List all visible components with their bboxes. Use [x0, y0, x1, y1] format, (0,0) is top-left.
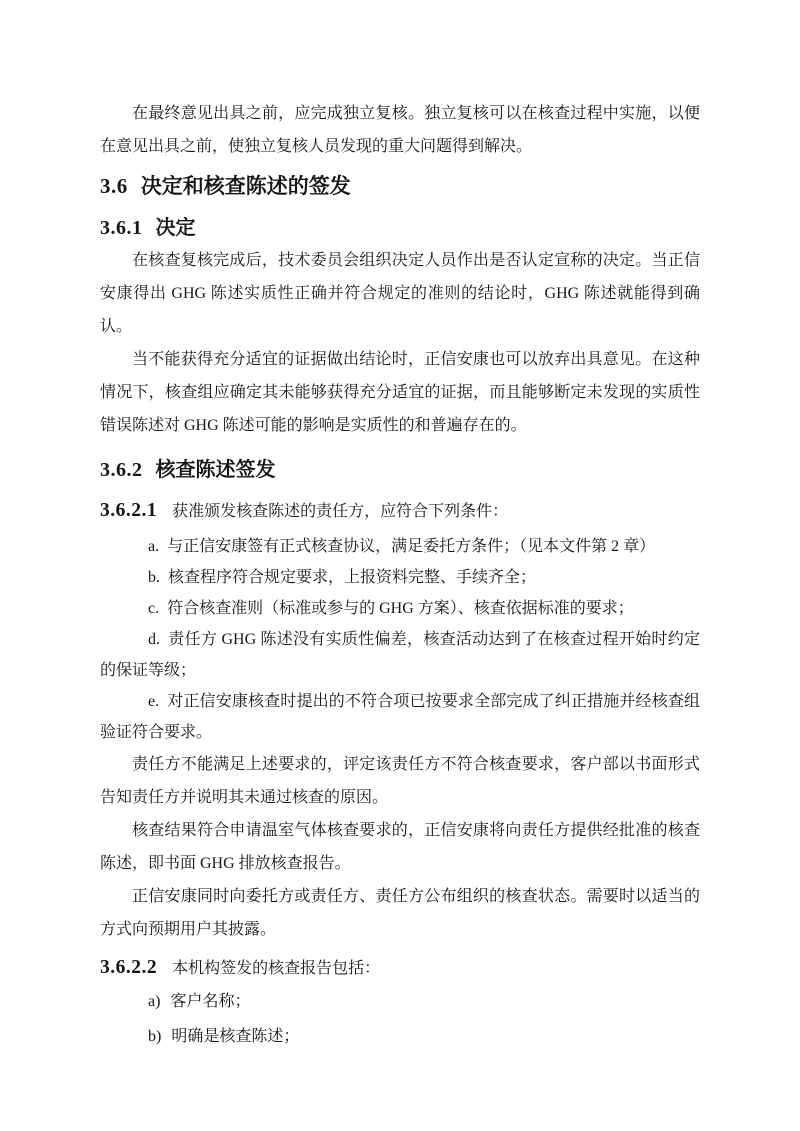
paragraph-not-satisfied: 责任方不能满足上述要求的，评定该责任方不符合核查要求，客户部以书面形式告知责任方并说明其未通过核查的原因。 — [100, 756, 700, 806]
clause-3-6-2-1 — [100, 496, 700, 527]
clause-3-6-2-2 — [100, 953, 700, 984]
heading-3-6-2-number: 3.6.2 — [100, 459, 143, 481]
paragraph-decision-confirmation: 在核查复核完成后，技术委员会组织决定人员作出是否认定宣称的决定。当正信安康得出 GHG 陈述实质性正确并符合规定的准则的结论时，GHG 陈述就能得到确认。 — [100, 252, 700, 335]
condition-text: 对正信安康核查时提出的不符合项已按要求全部完成了纠正措施并经核查组验证符合要求。 — [100, 693, 700, 741]
list-marker: a. — [148, 538, 160, 555]
heading-3-6-1 — [100, 215, 700, 241]
condition-text: 核查程序符合规定要求，上报资料完整、手续齐全； — [168, 569, 537, 586]
condition-item-e — [100, 686, 700, 748]
paragraph-publish-status: 正信安康同时向委托方或责任方、责任方公布组织的核查状态。需要时以适当的方式向预期用户其披露。 — [100, 888, 700, 938]
heading-3-6-title: 决定和核查陈述的签发 — [140, 174, 351, 198]
list-marker: e. — [148, 693, 160, 710]
list-marker: c. — [148, 600, 160, 617]
condition-text: 符合核查准则（标准或参与的 GHG 方案）、核查依据标准的要求； — [167, 600, 634, 617]
condition-item-a — [100, 531, 700, 562]
condition-text: 与正信安康签有正式核查协议，满足委托方条件；（见本文件第 2 章） — [167, 538, 656, 555]
heading-3-6-1-title: 决定 — [155, 217, 196, 239]
heading-3-6-1-number: 3.6.1 — [100, 217, 143, 239]
paragraph-decision-abandon-opinion: 当不能获得充分适宜的证据做出结论时，正信安康也可以放弃出具意见。在这种情况下，核查组应确定其未能够获得充分适宜的证据，而且能够断定未发现的实质性错误陈述对 GHG 陈述可能的影响是实质性的和普遍存在的。 — [100, 351, 700, 434]
list-marker: b. — [148, 569, 160, 586]
heading-3-6-2 — [100, 457, 700, 483]
report-item-text: 客户名称； — [170, 993, 251, 1010]
paragraph-independent-review: 在最终意见出具之前，应完成独立复核。独立复核可以在核查过程中实施，以便在意见出具之前，使独立复核人员发现的重大问题得到解决。 — [100, 105, 700, 155]
heading-3-6-number: 3.6 — [100, 174, 128, 198]
report-item-a — [100, 984, 700, 1019]
clause-3-6-2-1-text: 获准颁发核查陈述的责任方，应符合下列条件： — [172, 503, 509, 520]
heading-3-6-2-title: 核查陈述签发 — [155, 459, 276, 481]
clause-3-6-2-1-number: 3.6.2.1 — [100, 500, 158, 521]
clause-3-6-2-2-text: 本机构签发的核查报告包括： — [172, 960, 381, 977]
list-marker: d. — [148, 631, 160, 648]
report-item-b — [100, 1019, 700, 1054]
heading-3-6 — [100, 173, 700, 200]
condition-item-c — [100, 593, 700, 624]
report-item-text: 明确是核查陈述； — [171, 1028, 300, 1045]
clause-3-6-2-2-number: 3.6.2.2 — [100, 957, 158, 978]
list-marker: b) — [148, 1028, 162, 1045]
condition-item-b — [100, 562, 700, 593]
list-marker: a) — [148, 993, 161, 1010]
paragraph-result-approved: 核查结果符合申请温室气体核查要求的，正信安康将向责任方提供经批准的核查陈述，即书面 GHG 排放核查报告。 — [100, 822, 700, 872]
document-content — [100, 97, 700, 1054]
condition-item-d — [100, 624, 700, 686]
condition-text: 责任方 GHG 陈述没有实质性偏差，核查活动达到了在核查过程开始时约定的保证等级； — [100, 631, 700, 679]
